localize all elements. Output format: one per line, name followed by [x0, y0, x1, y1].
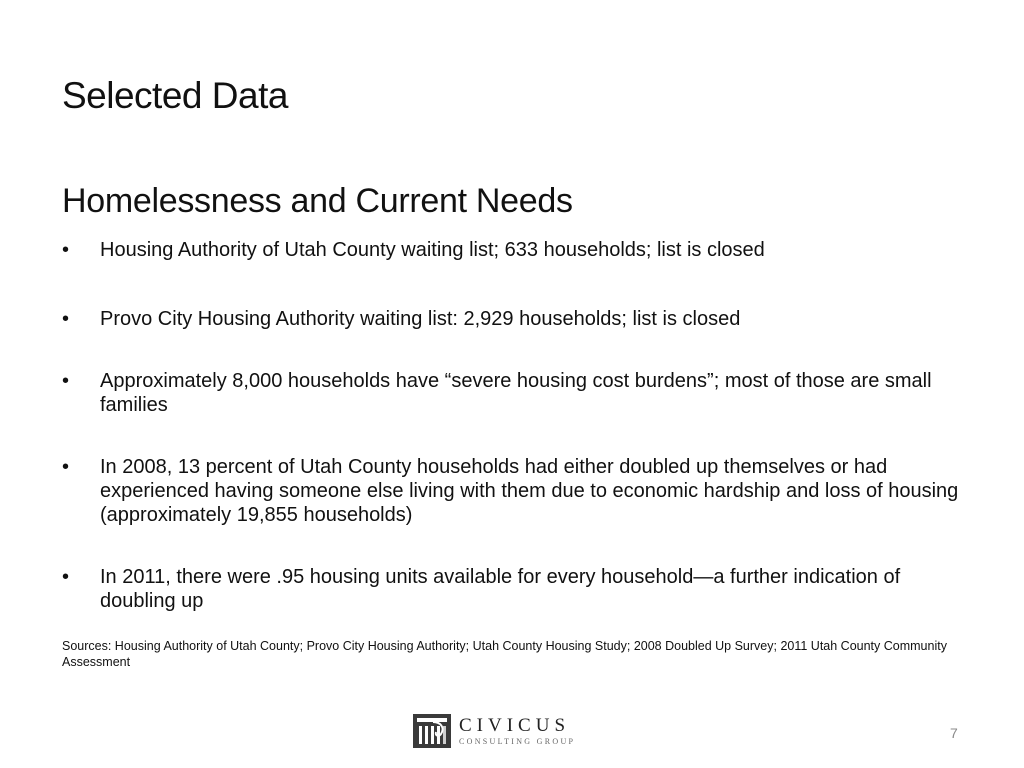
bullet-text: Provo City Housing Authority waiting list: 2,929 households; list is closed [100, 308, 741, 330]
slide-title: Selected Data [62, 75, 288, 116]
logo-subtitle: CONSULTING GROUP [459, 737, 576, 746]
bullet-icon: • [62, 370, 70, 392]
page-number: 7 [950, 725, 958, 741]
bullet-icon: • [62, 566, 70, 588]
bullet-text: In 2011, there were .95 housing units available for every household—a further indication of doubling up [100, 566, 901, 612]
bullet-icon: • [62, 308, 70, 330]
section-heading: Homelessness and Current Needs [62, 182, 573, 220]
bullet-text: Housing Authority of Utah County waiting list; 633 households; list is closed [100, 239, 765, 261]
logo-name: CIVICUS [459, 715, 571, 736]
list-item [62, 455, 972, 527]
list-item [62, 369, 972, 417]
list-item [62, 307, 972, 331]
logo-text [459, 716, 575, 746]
bullet-text: Approximately 8,000 households have “severe housing cost burdens”; most of those are small families [100, 370, 932, 416]
civicus-logo [413, 711, 575, 751]
bullet-icon: • [62, 456, 70, 478]
bullet-text: In 2008, 13 percent of Utah County households had either doubled up themselves or had experienced having someone else living with them due to economic hardship and loss of housing (approximately 19,855 households) [100, 456, 959, 526]
civicus-logo-icon [413, 712, 451, 750]
bullet-icon: • [62, 239, 70, 261]
list-item [62, 238, 972, 262]
sources-note: Sources: Housing Authority of Utah County; Provo City Housing Authority; Utah County Housing Study; 2008 Doubled Up Survey; 2011 Utah County Community Assessment [62, 639, 947, 669]
list-item [62, 565, 972, 613]
bullet-list [62, 238, 972, 613]
